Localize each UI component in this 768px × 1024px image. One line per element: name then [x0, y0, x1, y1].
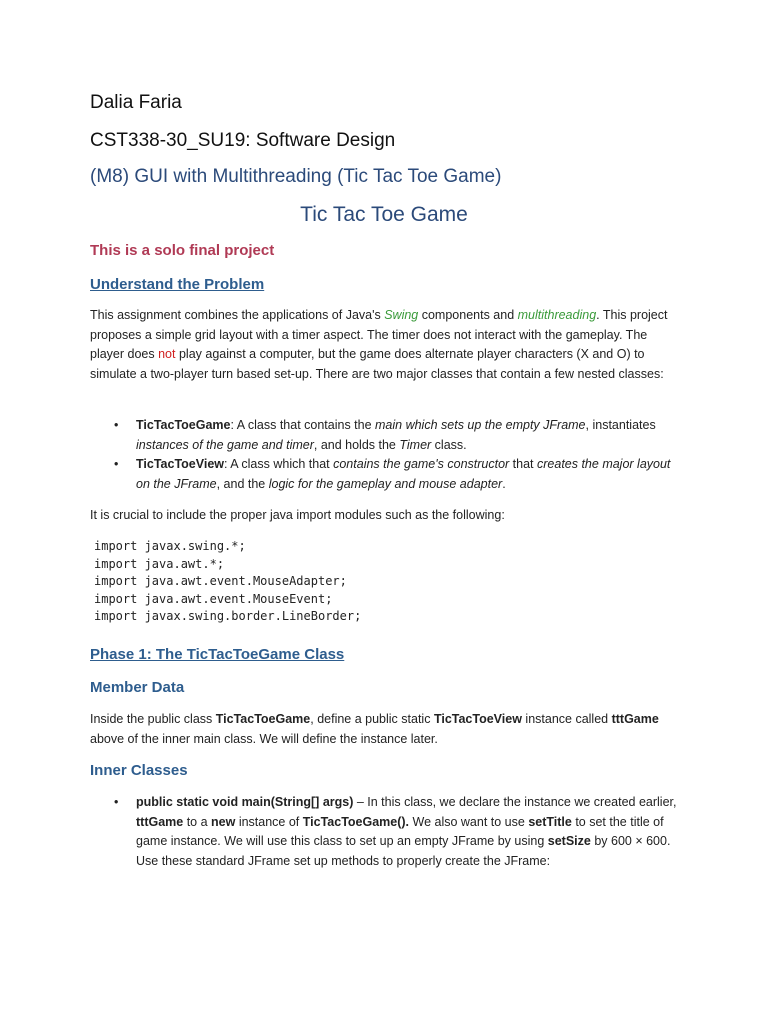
- member-data-paragraph: Inside the public class TicTacToeGame, define a public static TicTacToeView instance called tttGame above of the inner main class. We will define the instance later.: [90, 712, 659, 746]
- bullet-dot: •: [114, 457, 119, 471]
- heading-phase-1: Phase 1: The TicTacToeGame Class: [90, 646, 345, 663]
- code-line: import javax.swing.*;: [94, 539, 246, 553]
- solo-note: This is a solo final project: [90, 242, 275, 259]
- course-title: CST338-30_SU19: Software Design: [90, 130, 396, 151]
- multithreading-term: multithreading: [517, 308, 597, 322]
- list-item: • public static void main(String[] args) – In this class, we declare the instance we created earlier, tttGame to a new instance of TicTacToeGame(). We also want to use setTitle to set the title of game instance. We will use this class to set up an empty JFrame by using setSize by 600 × 600. Use these standard JFrame set up methods to properly create the JFrame:: [114, 795, 677, 868]
- code-line: import java.awt.*;: [94, 556, 225, 571]
- not-emphasis: not: [158, 347, 176, 361]
- heading-member-data: Member Data: [90, 679, 185, 696]
- author-name: Dalia Faria: [90, 92, 182, 113]
- code-line: import javax.swing.border.LineBorder;: [94, 609, 362, 623]
- code-line: import java.awt.event.MouseAdapter;: [94, 574, 347, 588]
- module-title: (M8) GUI with Multithreading (Tic Tac Toe Game): [90, 166, 502, 187]
- intro-paragraph: This assignment combines the applications of Java's Swing components and multithreading. This project proposes a simple grid layout with a timer aspect. The timer does not interact with the gameplay. The player does not play against a computer, but the game does alternate player characters (X and O) to simulate a two-player turn based set-up. There are two major classes that contain a few nested classes:: [90, 308, 668, 381]
- bullet-dot: •: [114, 418, 119, 432]
- swing-term: Swing: [384, 308, 419, 322]
- list-item: • TicTacToeView: A class which that contains the game's constructor that creates the major layout on the JFrame, and the logic for the gameplay and mouse adapter.: [114, 457, 671, 491]
- heading-understand-problem: Understand the Problem: [90, 276, 265, 293]
- code-line: import java.awt.event.MouseEvent;: [94, 591, 333, 606]
- class-list: [90, 416, 680, 494]
- bullet-dot: •: [114, 795, 119, 809]
- heading-inner-classes: Inner Classes: [90, 762, 188, 779]
- document-title: Tic Tac Toe Game: [300, 203, 468, 226]
- list-item: • TicTacToeGame: A class that contains the main which sets up the empty JFrame, instantiates instances of the game and timer, and holds the Timer class.: [114, 418, 656, 452]
- import-note: It is crucial to include the proper java import modules such as the following:: [90, 508, 505, 522]
- code-block: [94, 538, 361, 626]
- inner-class-list: [90, 793, 680, 871]
